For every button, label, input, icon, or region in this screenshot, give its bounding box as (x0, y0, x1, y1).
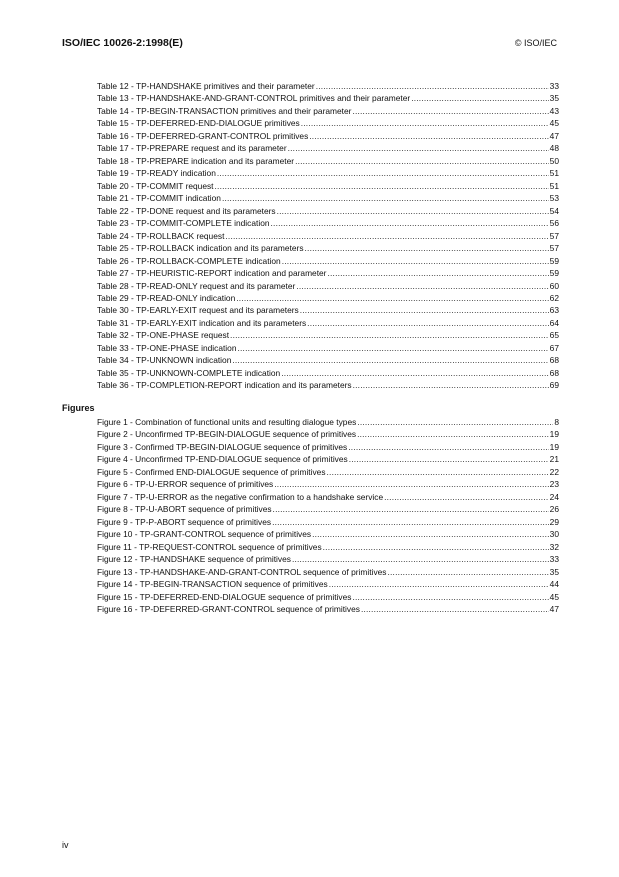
entry-title: Table 32 - TP-ONE-PHASE request (97, 330, 230, 341)
dot-leader (272, 516, 549, 528)
dot-leader (288, 142, 549, 154)
entry-page: 53 (549, 193, 559, 204)
dot-leader (238, 342, 549, 354)
entry-title: Figure 10 - TP-GRANT-CONTROL sequence of primitives (97, 529, 312, 540)
entry-title: Table 25 - TP-ROLLBACK indication and its parameters (97, 243, 304, 254)
entry-page: 65 (549, 330, 559, 341)
toc-table-entry[interactable] (97, 230, 559, 242)
toc-table-entry[interactable] (97, 329, 559, 341)
toc-table-entry[interactable] (97, 354, 559, 366)
toc-figure-entry[interactable] (97, 566, 559, 578)
dot-leader (353, 379, 549, 391)
dot-leader (300, 304, 549, 316)
entry-title: Figure 12 - TP-HANDSHAKE sequence of primitives (97, 554, 291, 565)
dot-leader (305, 242, 549, 254)
entry-page: 54 (549, 205, 559, 216)
dot-leader (327, 466, 549, 478)
entry-title: Figure 2 - Unconfirmed TP-BEGIN-DIALOGUE sequence of primitives (97, 429, 357, 440)
document-id: ISO/IEC 10026-2:1998(E) (62, 37, 183, 49)
entry-title: Table 14 - TP-BEGIN-TRANSACTION primitives and their parameter (97, 105, 352, 116)
entry-title: Figure 5 - Confirmed END-DIALOGUE sequence of primitives (97, 466, 326, 477)
entry-title: Figure 6 - TP-U-ERROR sequence of primitives (97, 479, 274, 490)
toc-table-entry[interactable] (97, 367, 559, 379)
entry-page: 23 (549, 479, 559, 490)
entry-title: Table 20 - TP-COMMIT request (97, 180, 214, 191)
entry-title: Table 18 - TP-PREPARE indication and its parameter (97, 155, 295, 166)
dot-leader (222, 192, 549, 204)
entry-title: Table 23 - TP-COMMIT-COMPLETE indication (97, 218, 270, 229)
entry-title: Table 13 - TP-HANDSHAKE-AND-GRANT-CONTROL primitives and their parameter (97, 93, 411, 104)
toc-table-entry[interactable] (97, 117, 559, 129)
toc-table-entry[interactable] (97, 192, 559, 204)
toc-table-entry[interactable] (97, 130, 559, 142)
dot-leader (232, 354, 548, 366)
dot-leader (230, 329, 549, 341)
entry-page: 45 (549, 591, 559, 602)
toc-figure-entry[interactable] (97, 603, 559, 615)
entry-page: 51 (549, 168, 559, 179)
entry-page: 59 (549, 255, 559, 266)
tables-list (97, 80, 559, 392)
entry-page: 33 (549, 81, 559, 91)
entry-title: Figure 3 - Confirmed TP-BEGIN-DIALOGUE sequence of primitives (97, 441, 348, 452)
entry-title: Figure 14 - TP-BEGIN-TRANSACTION sequence of primitives (97, 579, 328, 590)
toc-table-entry[interactable] (97, 180, 559, 192)
entry-page: 45 (549, 118, 559, 129)
entry-page: 68 (549, 355, 559, 366)
dot-leader (215, 180, 549, 192)
entry-page: 51 (549, 180, 559, 191)
entry-page: 57 (549, 230, 559, 241)
dot-leader (352, 591, 548, 603)
entry-title: Table 22 - TP-DONE request and its parameters (97, 205, 276, 216)
dot-leader (277, 205, 549, 217)
entry-page: 24 (549, 491, 559, 502)
entry-page: 64 (549, 317, 559, 328)
entry-title: Table 27 - TP-HEURISTIC-REPORT indication and parameter (97, 268, 327, 279)
entry-title: Figure 9 - TP-P-ABORT sequence of primitives (97, 516, 272, 527)
toc-table-entry[interactable] (97, 205, 559, 217)
entry-page: 35 (549, 93, 559, 104)
dot-leader (361, 603, 549, 615)
entry-page: 62 (549, 292, 559, 303)
entry-title: Table 17 - TP-PREPARE request and its parameter (97, 143, 287, 154)
entry-title: Table 31 - TP-EARLY-EXIT indication and its parameters (97, 317, 307, 328)
entry-title: Figure 1 - Combination of functional units and resulting dialogue types (97, 417, 357, 427)
entry-page: 30 (549, 529, 559, 540)
dot-leader (281, 367, 548, 379)
toc-table-entry[interactable] (97, 267, 559, 279)
toc-figure-entry[interactable] (97, 503, 559, 515)
dot-leader (271, 217, 549, 229)
entry-page: 47 (549, 130, 559, 141)
dot-leader (411, 92, 548, 104)
entry-page: 22 (549, 466, 559, 477)
dot-leader (217, 167, 549, 179)
entry-page: 47 (549, 604, 559, 615)
entry-page: 48 (549, 143, 559, 154)
entry-page: 63 (549, 305, 559, 316)
dot-leader (348, 441, 548, 453)
entry-title: Figure 4 - Unconfirmed TP-END-DIALOGUE sequence of primitives (97, 454, 348, 465)
entry-title: Table 24 - TP-ROLLBACK request (97, 230, 225, 241)
dot-leader (282, 255, 549, 267)
figures-heading: Figures (62, 403, 95, 413)
entry-title: Table 21 - TP-COMMIT indication (97, 193, 221, 204)
dot-leader (349, 453, 549, 465)
dot-leader (329, 578, 549, 590)
toc-figure-entry[interactable] (97, 441, 559, 453)
toc-figure-entry[interactable] (97, 578, 559, 590)
entry-title: Table 19 - TP-READY indication (97, 168, 216, 179)
entry-page: 60 (549, 280, 559, 291)
entry-page: 19 (549, 441, 559, 452)
toc-table-entry[interactable] (97, 105, 559, 117)
entry-title: Table 35 - TP-UNKNOWN-COMPLETE indication (97, 367, 281, 378)
toc-figure-entry[interactable] (97, 528, 559, 540)
toc-table-entry[interactable] (97, 92, 559, 104)
entry-title: Table 33 - TP-ONE-PHASE indication (97, 342, 237, 353)
toc-table-entry[interactable] (97, 342, 559, 354)
figures-list (97, 416, 559, 616)
copyright-notice: © ISO/IEC (514, 38, 557, 48)
entry-title: Table 36 - TP-COMPLETION-REPORT indication and its parameters (97, 380, 352, 391)
entry-page: 69 (549, 380, 559, 391)
toc-figure-entry[interactable] (97, 491, 559, 503)
dot-leader (312, 528, 549, 540)
entry-page: 35 (549, 566, 559, 577)
entry-page: 57 (549, 243, 559, 254)
toc-table-entry[interactable] (97, 379, 559, 391)
entry-page: 19 (549, 429, 559, 440)
entry-title: Figure 15 - TP-DEFERRED-END-DIALOGUE sequence of primitives (97, 591, 352, 602)
dot-leader (236, 292, 548, 304)
toc-table-entry[interactable] (97, 317, 559, 329)
toc-figure-entry[interactable] (97, 553, 559, 565)
toc-figure-entry[interactable] (97, 478, 559, 490)
entry-page: 32 (549, 541, 559, 552)
entry-title: Table 28 - TP-READ-ONLY request and its parameter (97, 280, 296, 291)
page-number: iv (62, 840, 69, 850)
toc-table-entry[interactable] (97, 304, 559, 316)
dot-leader (357, 428, 549, 440)
entry-title: Table 26 - TP-ROLLBACK-COMPLETE indication (97, 255, 281, 266)
entry-title: Figure 11 - TP-REQUEST-CONTROL sequence of primitives (97, 541, 322, 552)
toc-figure-entry[interactable] (97, 453, 559, 465)
entry-page: 44 (549, 579, 559, 590)
entry-title: Figure 16 - TP-DEFERRED-GRANT-CONTROL sequence of primitives (97, 604, 360, 615)
toc-table-entry[interactable] (97, 155, 559, 167)
dot-leader (273, 503, 549, 515)
dot-leader (274, 478, 548, 490)
entry-page: 67 (549, 342, 559, 353)
dot-leader (316, 80, 549, 92)
entry-title: Figure 7 - TP-U-ERROR as the negative confirmation to a handshake service (97, 491, 384, 502)
toc-figure-entry[interactable] (97, 428, 559, 440)
toc-figure-entry[interactable] (97, 466, 559, 478)
entry-title: Table 29 - TP-READ-ONLY indication (97, 292, 236, 303)
toc-figure-entry[interactable] (97, 591, 559, 603)
dot-leader (384, 491, 549, 503)
dot-leader (296, 280, 548, 292)
dot-leader (387, 566, 548, 578)
entry-title: Figure 13 - TP-HANDSHAKE-AND-GRANT-CONTROL sequence of primitives (97, 566, 387, 577)
toc-table-entry[interactable] (97, 292, 559, 304)
dot-leader (295, 155, 549, 167)
toc-table-entry[interactable] (97, 242, 559, 254)
entry-page: 43 (549, 105, 559, 116)
entry-page: 26 (549, 504, 559, 515)
entry-page: 59 (549, 268, 559, 279)
toc-table-entry[interactable] (97, 142, 559, 154)
entry-page: 68 (549, 367, 559, 378)
dot-leader (357, 416, 553, 428)
entry-title: Table 30 - TP-EARLY-EXIT request and its parameters (97, 305, 299, 316)
entry-page: 50 (549, 155, 559, 166)
entry-title: Table 34 - TP-UNKNOWN indication (97, 355, 232, 366)
entry-page: 8 (554, 417, 559, 427)
toc-table-entry[interactable] (97, 167, 559, 179)
toc-figure-entry[interactable] (97, 416, 559, 428)
dot-leader (323, 541, 549, 553)
toc-table-entry[interactable] (97, 217, 559, 229)
entry-title: Figure 8 - TP-U-ABORT sequence of primitives (97, 504, 272, 515)
dot-leader (307, 317, 549, 329)
entry-title: Table 15 - TP-DEFERRED-END-DIALOGUE primitives (97, 118, 300, 129)
toc-table-entry[interactable] (97, 80, 559, 92)
entry-title: Table 16 - TP-DEFERRED-GRANT-CONTROL primitives (97, 130, 309, 141)
dot-leader (309, 130, 548, 142)
dot-leader (301, 117, 549, 129)
entry-page: 29 (549, 516, 559, 527)
entry-title: Table 12 - TP-HANDSHAKE primitives and their parameter (97, 81, 315, 91)
toc-figure-entry[interactable] (97, 541, 559, 553)
toc-table-entry[interactable] (97, 255, 559, 267)
dot-leader (225, 230, 548, 242)
toc-figure-entry[interactable] (97, 516, 559, 528)
dot-leader (352, 105, 548, 117)
dot-leader (327, 267, 548, 279)
toc-table-entry[interactable] (97, 280, 559, 292)
entry-page: 21 (549, 454, 559, 465)
entry-page: 56 (549, 218, 559, 229)
entry-page: 33 (549, 554, 559, 565)
dot-leader (292, 553, 549, 565)
